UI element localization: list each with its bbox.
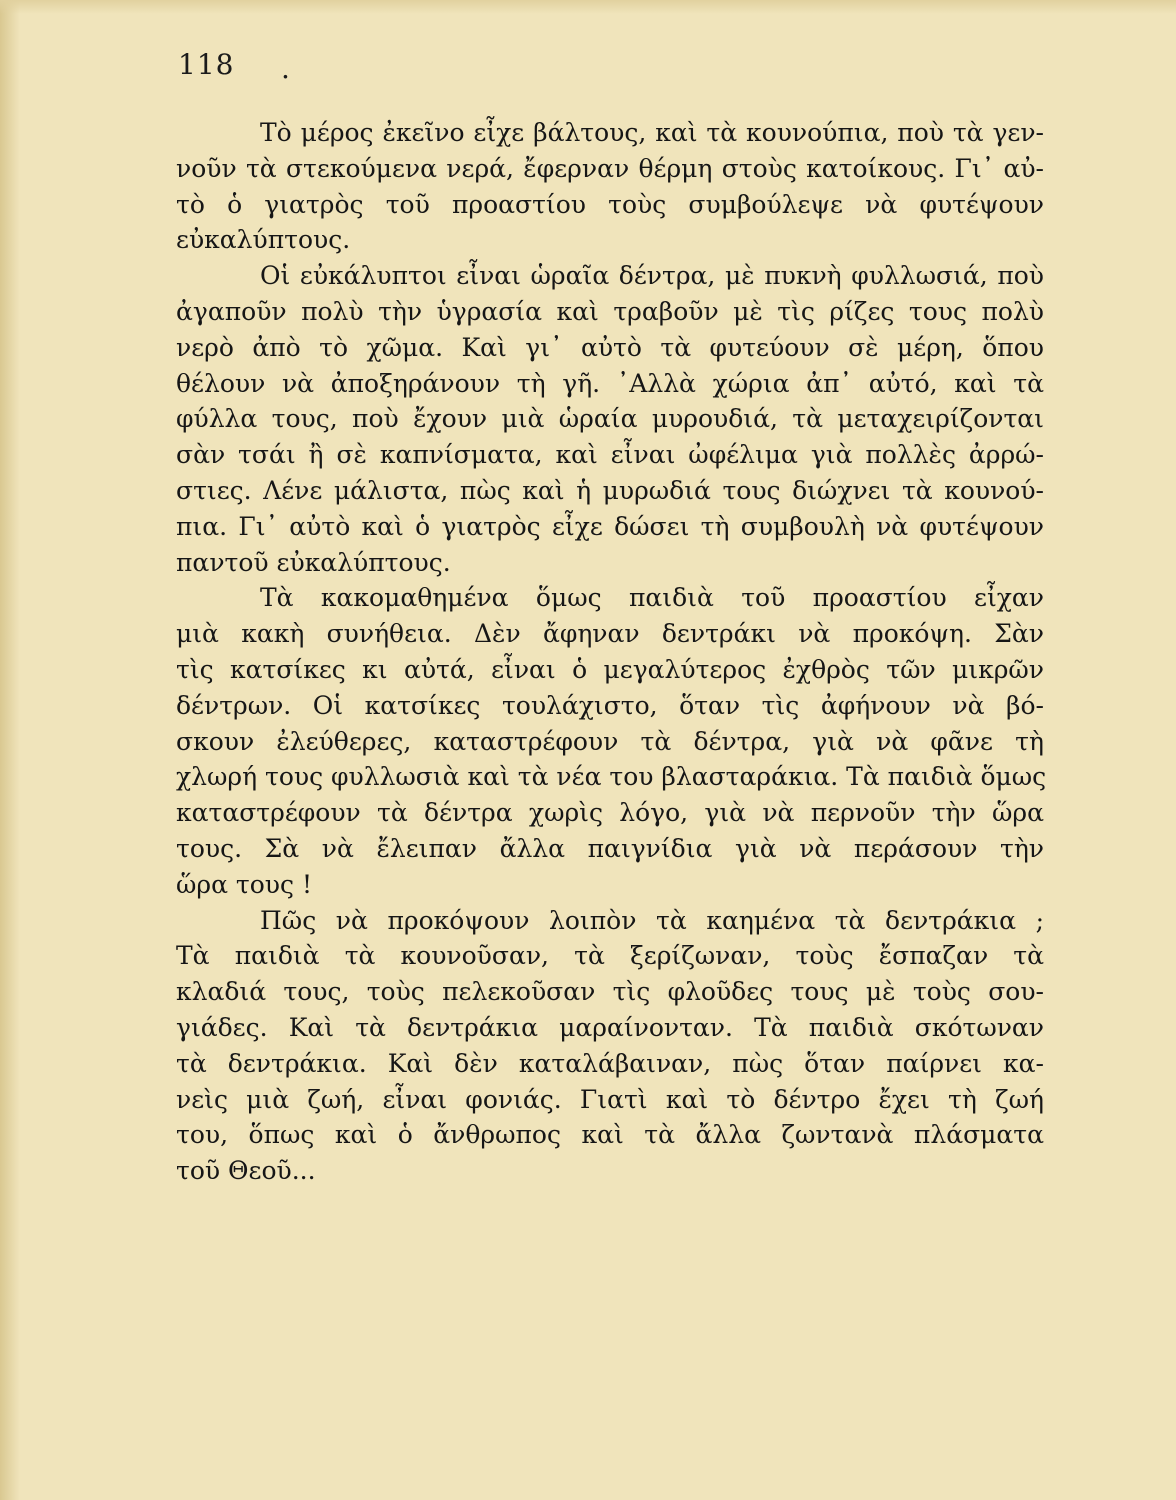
text-line: παντοῦ εὐκαλύπτους. bbox=[176, 547, 451, 577]
page-top-shadow bbox=[0, 0, 1176, 14]
text-line: τοῦ Θεοῦ... bbox=[176, 1156, 316, 1186]
body-text bbox=[176, 115, 1047, 1189]
text-line: ἀγαποῦν πολὺ τὴν ὑγρασία καὶ τραβοῦν μὲ τὶς ρίζες τους πολὺ bbox=[176, 296, 1044, 326]
text-line: νοῦν τὰ στεκούμενα νερά, ἔφερναν θέρμη στοὺς κατοίκους. Γι᾽ αὐ- bbox=[176, 153, 1044, 183]
text-line: νερὸ ἀπὸ τὸ χῶμα. Καὶ γι᾽ αὐτὸ τὰ φυτεύουν σὲ μέρη, ὅπου bbox=[176, 332, 1044, 362]
text-line: Τὸ μέρος ἐκεῖνο εἶχε βάλτους, καὶ τὰ κουνούπια, ποὺ τὰ γεν- bbox=[260, 118, 1044, 147]
header-dot: . bbox=[281, 52, 290, 85]
text-line: καταστρέφουν τὰ δέντρα χωρὶς λόγο, γιὰ νὰ περνοῦν τὴν ὥρα bbox=[176, 798, 1044, 828]
text-line: Οἱ εὐκάλυπτοι εἶναι ὡραῖα δέντρα, μὲ πυκνὴ φυλλωσιά, ποὺ bbox=[260, 261, 1044, 291]
text-line: θέλουν νὰ ἀποξηράνουν τὴ γῆ. ᾿Αλλὰ χώρια ἀπ᾽ αὐτό, καὶ τὰ bbox=[176, 368, 1044, 398]
text-line: χλωρή τους φυλλωσιὰ καὶ τὰ νέα του βλασταράκια. Τὰ παιδιὰ ὅμως bbox=[176, 762, 1047, 792]
text-line: τὶς κατσίκες κι αὐτά, εἶναι ὁ μεγαλύτερος ἐχθρὸς τῶν μικρῶν bbox=[176, 654, 1044, 684]
text-line: νεὶς μιὰ ζωή, εἶναι φονιάς. Γιατὶ καὶ τὸ δέντρο ἔχει τὴ ζωή bbox=[176, 1084, 1044, 1114]
text-line: σὰν τσάι ἢ σὲ καπνίσματα, καὶ εἶναι ὠφέλιμα γιὰ πολλὲς ἀρρώ- bbox=[176, 440, 1044, 470]
text-line: Πῶς νὰ προκόψουν λοιπὸν τὰ καημένα τὰ δεντράκια ; bbox=[260, 905, 1044, 935]
text-line: δέντρων. Οἱ κατσίκες τουλάχιστο, ὅταν τὶς ἀφήνουν νὰ βό- bbox=[176, 690, 1044, 720]
text-line: σκουν ἐλεύθερες, καταστρέφουν τὰ δέντρα, γιὰ νὰ φᾶνε τὴ bbox=[176, 726, 1044, 756]
text-line: τὰ δεντράκια. Καὶ δὲν καταλάβαιναν, πὼς ὅταν παίρνει κα- bbox=[176, 1048, 1044, 1078]
text-line: τους. Σὰ νὰ ἔλειπαν ἄλλα παιγνίδια γιὰ νὰ περάσουν τὴν bbox=[176, 833, 1044, 863]
text-line: πια. Γι᾽ αὐτὸ καὶ ὁ γιατρὸς εἶχε δώσει τὴ συμβουλὴ νὰ φυτέψουν bbox=[176, 511, 1044, 541]
text-line: γιάδες. Καὶ τὰ δεντράκια μαραίνονταν. Τὰ παιδιὰ σκότωναν bbox=[176, 1012, 1044, 1042]
text-line: ὥρα τους ! bbox=[176, 869, 312, 899]
text-line: στιες. Λένε μάλιστα, πὼς καὶ ἡ μυρωδιά τους διώχνει τὰ κουνού- bbox=[176, 475, 1044, 505]
text-line: τὸ ὁ γιατρὸς τοῦ προαστίου τοὺς συμβούλεψε νὰ φυτέψουν bbox=[176, 189, 1044, 219]
page-edge-shadow bbox=[0, 0, 20, 1500]
paragraph-2 bbox=[176, 258, 1044, 580]
text-line: φύλλα τους, ποὺ ἔχουν μιὰ ὡραία μυρουδιά, τὰ μεταχειρίζονται bbox=[176, 404, 1044, 434]
paragraph-3 bbox=[176, 580, 1047, 902]
text-line: εὐκαλύπτους. bbox=[176, 225, 351, 255]
text-line: Τὰ παιδιὰ τὰ κουνοῦσαν, τὰ ξερίζωναν, τοὺς ἔσπαζαν τὰ bbox=[176, 941, 1044, 971]
paragraph-4 bbox=[176, 903, 1044, 1189]
text-line: Τὰ κακομαθημένα ὅμως παιδιὰ τοῦ προαστίου εἶχαν bbox=[260, 583, 1044, 613]
page-number: 118 bbox=[178, 48, 235, 81]
text-line: μιὰ κακὴ συνήθεια. Δὲν ἄφηναν δεντράκι νὰ προκόψη. Σὰν bbox=[176, 619, 1044, 649]
text-line: κλαδιά τους, τοὺς πελεκοῦσαν τὶς φλοῦδες τους μὲ τοὺς σου- bbox=[176, 977, 1044, 1007]
text-line: του, ὅπως καὶ ὁ ἄνθρωπος καὶ τὰ ἄλλα ζωντανὰ πλάσματα bbox=[176, 1120, 1044, 1150]
paragraph-1 bbox=[176, 115, 1044, 258]
